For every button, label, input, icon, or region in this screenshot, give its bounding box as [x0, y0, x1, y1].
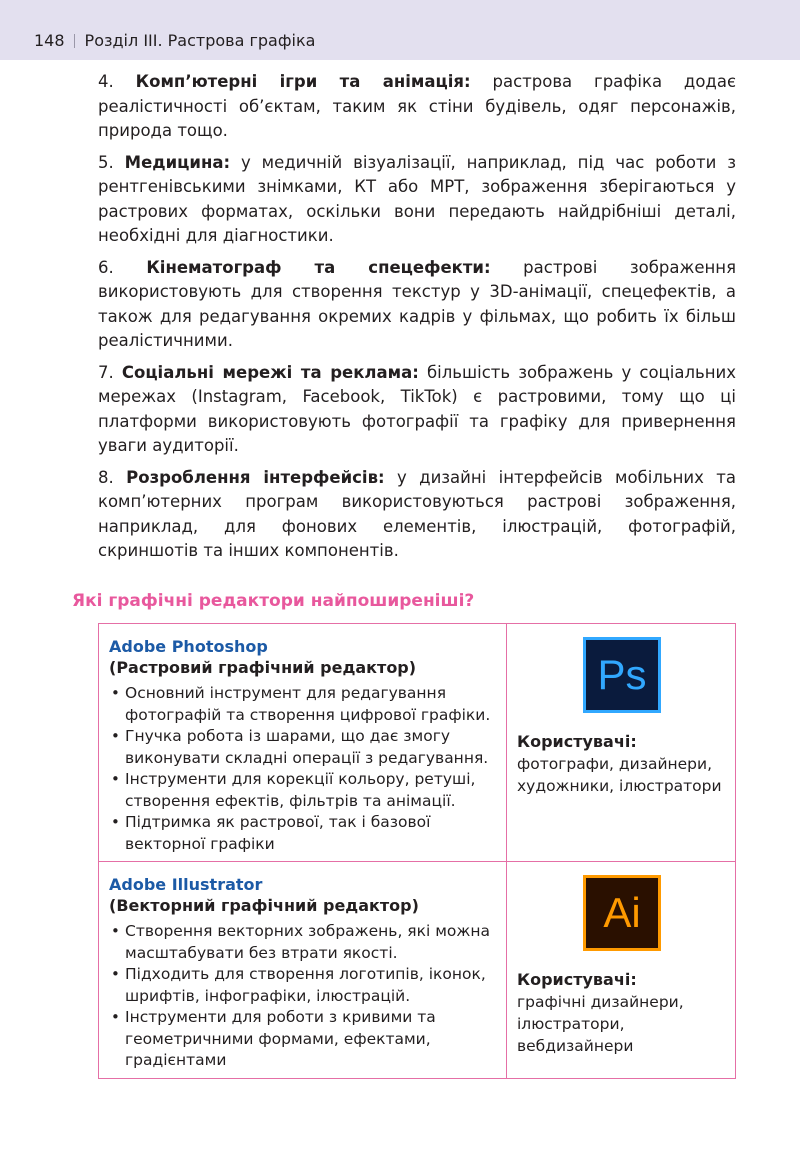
- editor-description-cell: [99, 862, 507, 1078]
- paragraph-text: більшість зображень у соціальних мережах (Instagram, Facebook, TikTok) є растровими, тому що ці платформи використовують фотографії та графіку для привернення уваги аудиторії.: [98, 362, 737, 455]
- feature-list: [109, 921, 496, 1072]
- list-item: • Інструменти для роботи з кривими та геометричними формами, ефектами, градієнтами: [109, 1007, 496, 1072]
- paragraph-title: Кінематограф та спецефекти:: [146, 257, 491, 277]
- body-text: [98, 70, 736, 571]
- header-band: [0, 0, 800, 60]
- editor-description-cell: [99, 624, 507, 861]
- editors-table: [98, 623, 736, 1079]
- list-item: • Підходить для створення логотипів, іконок, шрифтів, інфографіки, ілюстрацій.: [109, 964, 496, 1007]
- editor-users-cell: [507, 624, 735, 861]
- paragraph-title: Соціальні мережі та реклама:: [121, 362, 419, 382]
- section-heading: Які графічні редактори найпоширеніші?: [72, 591, 475, 611]
- program-name: Adobe Illustrator: [109, 875, 263, 894]
- users-label: Користувачі:: [517, 970, 637, 989]
- editor-users-cell: [507, 862, 735, 1078]
- photoshop-logo-icon: Ps: [583, 637, 661, 713]
- list-paragraph-8: 8. Розроблення інтерфейсів: у дизайні інтерфейсів мобільних та комп’ютерних програм використовуються растрові зображення, наприклад, для фонових елементів, ілюстрацій, фотографій, скриншотів та інших компонентів.: [98, 467, 736, 560]
- list-item: • Гнучка робота із шарами, що дає змогу виконувати складні операції з редагування.: [109, 726, 496, 769]
- paragraph-text: у медичній візуалізації, наприклад, під час роботи з рентгенівськими знімками, КТ або МРТ, зображення зберігаються у растрових форматах, оскільки вони передають найдрібніші деталі, необхідні для діагностики.: [98, 152, 737, 245]
- users-label: Користувачі:: [517, 732, 637, 751]
- table-row-photoshop: [99, 624, 735, 861]
- list-item: • Створення векторних зображень, які можна масштабувати без втрати якості.: [109, 921, 496, 964]
- page-number: 148: [34, 31, 65, 50]
- list-item: • Підтримка як растрової, так і базової векторної графіки: [109, 812, 496, 855]
- feature-list: [109, 683, 496, 855]
- list-item: • Інструменти для корекції кольору, ретуші, створення ефектів, фільтрів та анімації.: [109, 769, 496, 812]
- program-type: (Растровий графічний редактор): [109, 658, 417, 677]
- header-divider: [74, 34, 75, 48]
- section-name: Розділ III. Растрова графіка: [84, 31, 316, 50]
- list-paragraph-5: 5. Медицина: у медичній візуалізації, наприклад, під час роботи з рентгенівськими знімками, КТ або МРТ, зображення зберігаються у растрових форматах, оскільки вони передають найдрібніші деталі, необхідні для діагностики.: [98, 152, 737, 245]
- list-paragraph-6: 6. Кінематограф та спецефекти: растрові зображення використовують для створення текстур у 3D-анімації, спецефектів, а також для редагування окремих кадрів у фільмах, що робить їх більш реалістичними.: [98, 257, 737, 350]
- table-row-illustrator: [99, 861, 735, 1078]
- paragraph-text: у дизайні інтерфейсів мобільних та комп’ютерних програм використовуються растрові зображення, наприклад, для фонових елементів, ілюстрацій, фотографій, скриншотів та інших компонентів.: [98, 467, 736, 560]
- list-item: • Основний інструмент для редагування фотографій та створення цифрової графіки.: [109, 683, 496, 726]
- users-text: графічні дизайнери, ілюстратори, вебдизайнери: [517, 993, 684, 1055]
- list-paragraph-4: 4. Комп’ютерні ігри та анімація: растрова графіка додає реалістичності об’єктам, таким як стіни будівель, одяг персонажів, природа тощо.: [98, 72, 736, 140]
- program-type: (Векторний графічний редактор): [109, 896, 419, 915]
- running-header: [34, 31, 315, 51]
- program-name: Adobe Photoshop: [109, 637, 268, 656]
- illustrator-logo-icon: Ai: [583, 875, 661, 951]
- paragraph-title: Розроблення інтерфейсів:: [126, 467, 385, 487]
- users-text: фотографи, дизайнери, художники, ілюстратори: [517, 755, 722, 795]
- paragraph-text: растрова графіка додає реалістичності об’єктам, таким як стіни будівель, одяг персонажів, природа тощо.: [98, 72, 736, 140]
- paragraph-title: Медицина:: [124, 152, 231, 172]
- paragraph-text: растрові зображення використовують для створення текстур у 3D-анімації, спецефектів, а також для редагування окремих кадрів у фільмах, що робить їх більш реалістичними.: [98, 257, 737, 350]
- list-paragraph-7: 7. Соціальні мережі та реклама: більшість зображень у соціальних мережах (Instagram, Facebook, TikTok) є растровими, тому що ці платформи використовують фотографії та графіку для привернення уваги аудиторії.: [98, 362, 737, 455]
- paragraph-title: Комп’ютерні ігри та анімація:: [135, 72, 471, 91]
